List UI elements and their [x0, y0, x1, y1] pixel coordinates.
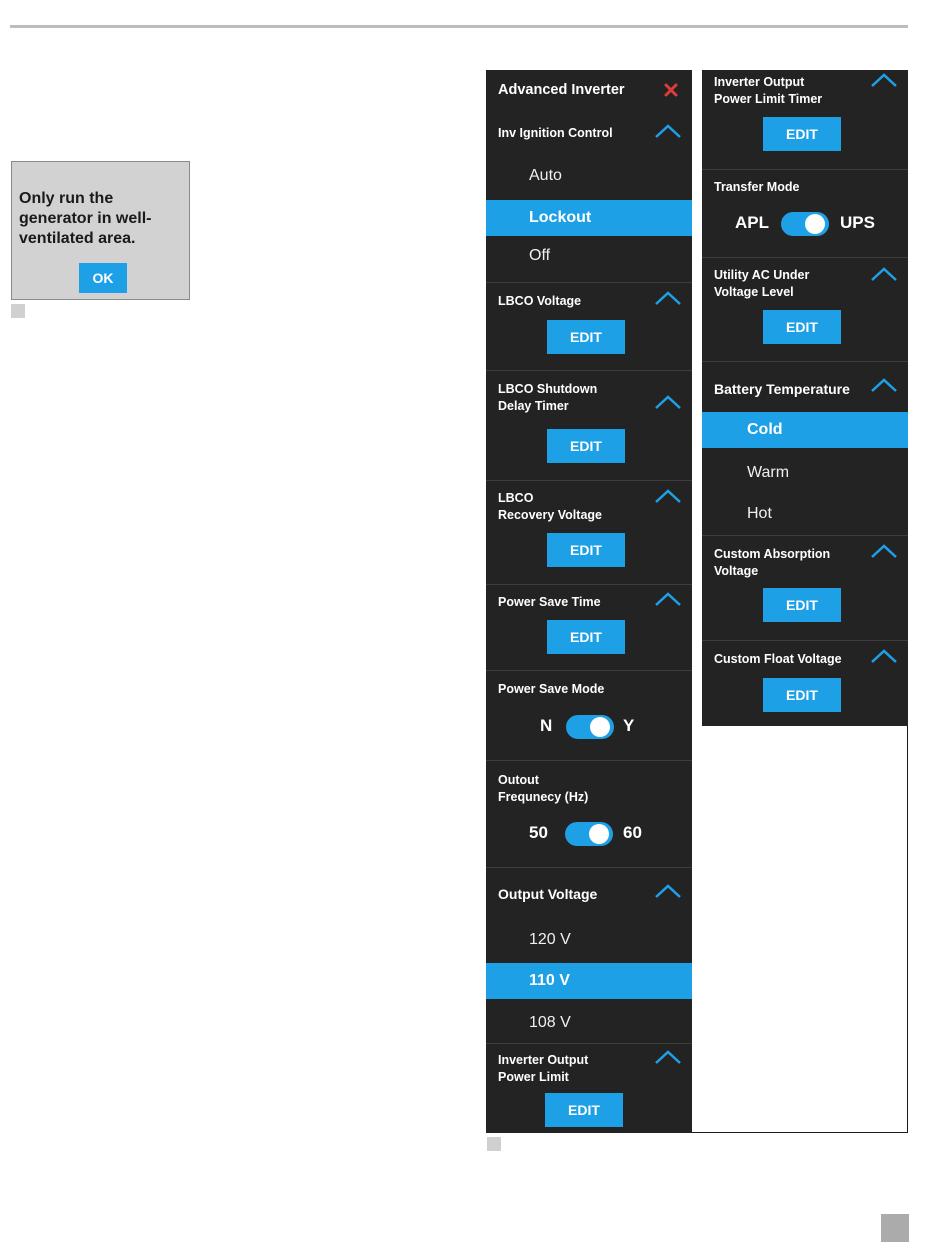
ignition-option-off[interactable]: Off	[529, 247, 551, 264]
output-frequency-switch[interactable]	[565, 822, 613, 846]
divider	[702, 169, 908, 170]
ignition-option-auto[interactable]: Auto	[529, 167, 562, 184]
chevron-up-icon[interactable]	[654, 1049, 682, 1065]
lbco-recovery-label-1: LBCO	[498, 491, 534, 505]
output-frequency-toggle-row	[486, 818, 692, 848]
chevron-up-icon[interactable]	[654, 290, 682, 306]
toggle-left-label: N	[540, 716, 553, 735]
page-marker	[881, 1214, 909, 1242]
divider	[486, 1043, 692, 1044]
toggle-right-label: Y	[623, 716, 635, 735]
divider	[702, 535, 908, 536]
transfer-mode-toggle-row	[702, 208, 908, 238]
divider	[486, 480, 692, 481]
power-limit-timer-edit-button[interactable]: EDIT	[763, 117, 841, 151]
divider	[486, 584, 692, 585]
switch-knob	[805, 214, 825, 234]
power-save-time-edit-button[interactable]: EDIT	[547, 620, 625, 654]
lbco-shutdown-label-1: LBCO Shutdown	[498, 382, 598, 396]
figure-marker	[487, 1137, 501, 1151]
output-frequency-label-1: Outout	[498, 773, 539, 787]
header-rule	[10, 25, 908, 28]
lbco-recovery-edit-button[interactable]: EDIT	[547, 533, 625, 567]
figure-marker	[11, 304, 25, 318]
close-icon[interactable]	[663, 82, 679, 98]
float-voltage-edit-button[interactable]: EDIT	[763, 678, 841, 712]
chevron-up-icon[interactable]	[870, 266, 898, 282]
divider	[486, 867, 692, 868]
output-voltage-option-110[interactable]: 110 V	[486, 963, 692, 999]
dialog-message: Only run the generator in well-ventilated area.	[19, 190, 152, 247]
power-limit-timer-label-2: Power Limit Timer	[714, 92, 823, 106]
power-limit-timer-label-1: Inverter Output	[714, 75, 805, 89]
advanced-inverter-panel	[486, 70, 692, 1133]
divider	[702, 640, 908, 641]
figure-frame	[692, 726, 908, 1133]
battery-temperature-label: Battery Temperature	[714, 381, 850, 397]
power-limit-edit-button[interactable]: EDIT	[545, 1093, 623, 1127]
power-limit-label-2: Power Limit	[498, 1070, 569, 1084]
power-save-mode-label: Power Save Mode	[498, 682, 605, 696]
chevron-up-icon[interactable]	[654, 123, 682, 139]
chevron-up-icon[interactable]	[654, 394, 682, 410]
toggle-right-label: 60	[623, 823, 642, 842]
absorption-label-2: Voltage	[714, 564, 759, 578]
warning-dialog	[11, 161, 190, 300]
utility-ac-label-2: Voltage Level	[714, 285, 794, 299]
lbco-shutdown-label-2: Delay Timer	[498, 399, 569, 413]
output-voltage-option-108[interactable]: 108 V	[529, 1014, 571, 1031]
absorption-label-1: Custom Absorption	[714, 547, 831, 561]
ignition-label: Inv Ignition Control	[498, 126, 613, 140]
toggle-left-label: 50	[529, 823, 548, 842]
absorption-edit-button[interactable]: EDIT	[763, 588, 841, 622]
chevron-up-icon[interactable]	[654, 591, 682, 607]
output-frequency-label-2: Frequnecy (Hz)	[498, 790, 589, 804]
divider	[486, 282, 692, 283]
battery-temp-option-warm[interactable]: Warm	[747, 464, 790, 481]
toggle-left-label: APL	[735, 213, 769, 232]
toggle-right-label: UPS	[840, 213, 875, 232]
chevron-up-icon[interactable]	[654, 883, 682, 899]
float-voltage-label: Custom Float Voltage	[714, 652, 842, 666]
chevron-up-icon[interactable]	[870, 377, 898, 393]
chevron-up-icon[interactable]	[870, 648, 898, 664]
advanced-inverter-panel-continued	[702, 70, 908, 726]
lbco-recovery-label-2: Recovery Voltage	[498, 508, 602, 522]
chevron-up-icon[interactable]	[654, 488, 682, 504]
battery-temp-option-cold[interactable]: Cold	[702, 412, 908, 448]
ok-button[interactable]: OK	[79, 263, 127, 293]
divider	[486, 370, 692, 371]
output-voltage-option-120[interactable]: 120 V	[529, 931, 571, 948]
transfer-mode-switch[interactable]	[781, 212, 829, 236]
transfer-mode-label: Transfer Mode	[714, 180, 800, 194]
power-limit-label-1: Inverter Output	[498, 1053, 589, 1067]
lbco-voltage-label: LBCO Voltage	[498, 294, 582, 308]
lbco-shutdown-edit-button[interactable]: EDIT	[547, 429, 625, 463]
utility-ac-edit-button[interactable]: EDIT	[763, 310, 841, 344]
divider	[702, 257, 908, 258]
divider	[486, 760, 692, 761]
switch-knob	[589, 824, 609, 844]
chevron-up-icon[interactable]	[870, 543, 898, 559]
power-save-mode-switch[interactable]	[566, 715, 614, 739]
ignition-option-lockout[interactable]: Lockout	[486, 200, 692, 236]
utility-ac-label-1: Utility AC Under	[714, 268, 810, 282]
power-save-mode-toggle-row	[486, 711, 692, 741]
output-voltage-label: Output Voltage	[498, 886, 598, 902]
switch-knob	[590, 717, 610, 737]
lbco-voltage-edit-button[interactable]: EDIT	[547, 320, 625, 354]
chevron-up-icon[interactable]	[870, 72, 898, 88]
divider	[486, 670, 692, 671]
battery-temp-option-hot[interactable]: Hot	[747, 505, 772, 522]
divider	[702, 361, 908, 362]
power-save-time-label: Power Save Time	[498, 595, 601, 609]
panel-title: Advanced Inverter	[498, 82, 625, 98]
